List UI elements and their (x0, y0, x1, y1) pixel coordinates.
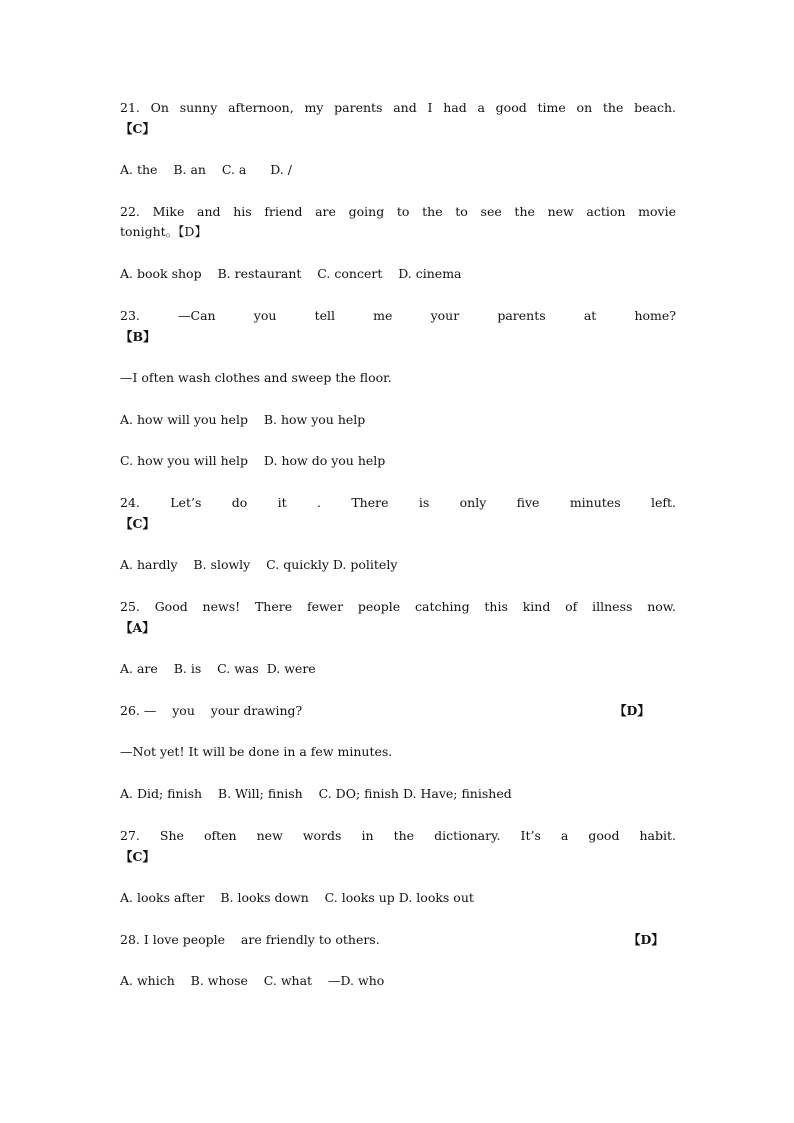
question-24-options: A. hardly B. slowly C. quickly D. politely (120, 557, 398, 572)
question-21-options: A. the B. an C. a D. / (120, 162, 292, 177)
question-24-answer: 【C】 (120, 516, 155, 531)
question-21-stem: 21. On sunny afternoon, my parents and I had a good time on the beach. (120, 100, 676, 115)
question-26-answer: 【D】 (614, 703, 650, 718)
question-28-options: A. which B. whose C. what —D. who (120, 973, 385, 988)
question-26-stem: 26. — you your drawing? (120, 703, 303, 718)
question-28-answer: 【D】 (628, 932, 664, 947)
question-24-stem: 24. Let’s do it . There is only five minutes left. (120, 495, 676, 510)
question-25-stem: 25. Good news! There fewer people catching this kind of illness now. (120, 599, 676, 614)
question-23-options-row2: C. how you will help D. how do you help (120, 453, 386, 468)
question-22-stem: 22. Mike and his friend are going to the to see the new action movie (120, 204, 676, 219)
question-23-stem: 23. —Can you tell me your parents at home? (120, 308, 676, 323)
question-22-options: A. book shop B. restaurant C. concert D. cinema (120, 266, 462, 281)
question-23-reply: —I often wash clothes and sweep the floor. (120, 370, 392, 385)
question-25-answer: 【A】 (120, 620, 155, 635)
question-25-options: A. are B. is C. was D. were (120, 661, 316, 676)
question-21-answer: 【C】 (120, 121, 155, 136)
question-27-options: A. looks after B. looks down C. looks up D. looks out (120, 890, 474, 905)
question-27-answer: 【C】 (120, 849, 155, 864)
question-26-options: A. Did; finish B. Will; finish C. DO; finish D. Have; finished (120, 786, 512, 801)
question-26-reply: —Not yet! It will be done in a few minutes. (120, 744, 393, 759)
question-27-stem: 27. She often new words in the dictionary. It’s a good habit. (120, 828, 676, 843)
question-28-stem: 28. I love people are friendly to others. (120, 932, 380, 947)
question-22-stem-continued: tonight。【D】 (120, 224, 207, 239)
question-23-answer: 【B】 (120, 329, 156, 344)
question-23-options-row1: A. how will you help B. how you help (120, 412, 366, 427)
